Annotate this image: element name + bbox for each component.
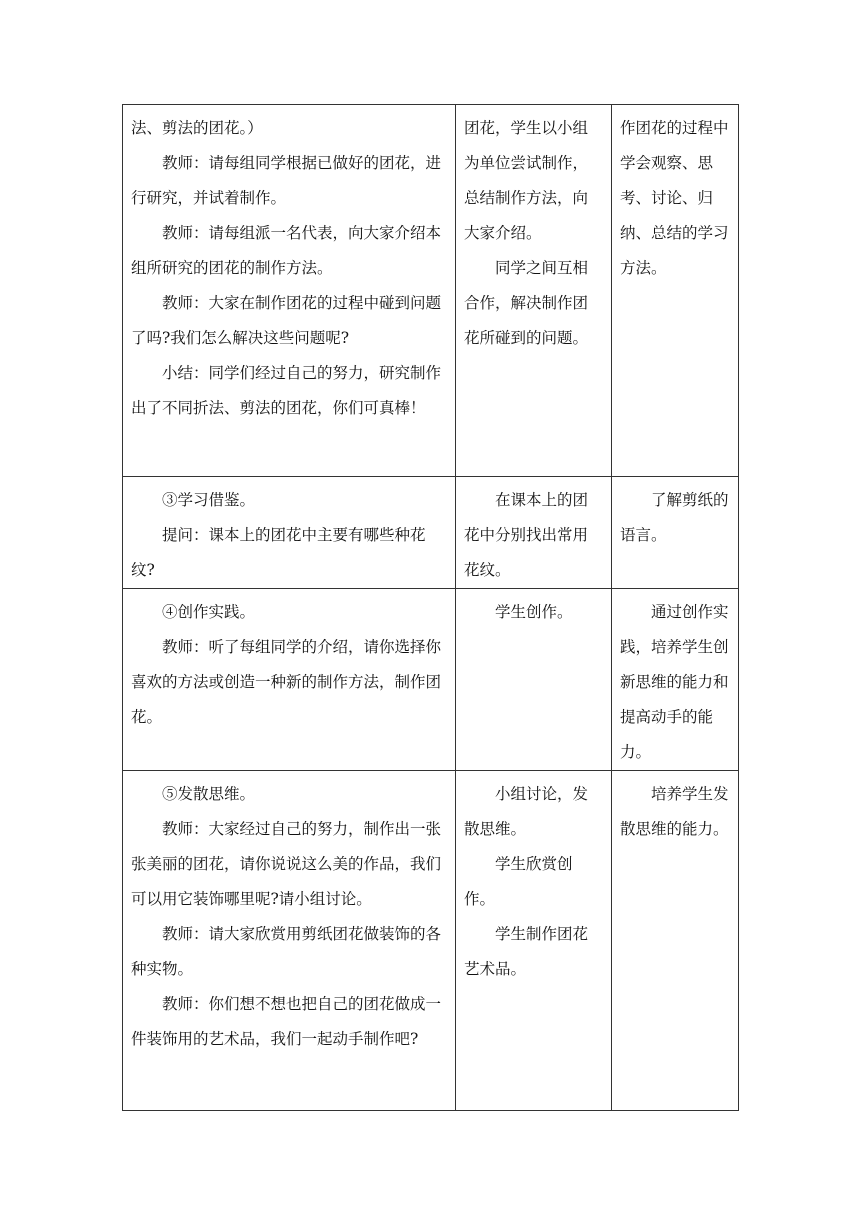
paragraph: 通过创作实践，培养学生创新思维的能力和提高动手的能力。 <box>620 603 729 761</box>
paragraph: 学生制作团花艺术品。 <box>464 925 589 978</box>
table-row <box>123 589 739 771</box>
paragraph: 在课本上的团花中分别找出常用花纹。 <box>464 491 589 579</box>
paragraph: 教师：请每组同学根据已做好的团花，进行研究，并试着制作。 <box>131 154 442 207</box>
paragraph: ⑤发散思维。 <box>162 785 256 803</box>
paragraph: 教师：大家在制作团花的过程中碰到问题了吗?我们怎么解决这些问题呢? <box>131 294 442 347</box>
paragraph: 作团花的过程中学会观察、思考、讨论、归纳、总结的学习方法。 <box>620 119 729 277</box>
teacher-activity-cell <box>123 589 456 771</box>
table-row <box>123 105 739 477</box>
design-purpose-cell <box>612 477 739 589</box>
lesson-plan-table <box>122 104 739 1111</box>
paragraph: 提问：课本上的团花中主要有哪些种花纹? <box>131 526 426 579</box>
paragraph: 了解剪纸的语言。 <box>620 491 729 544</box>
paragraph: 学生创作。 <box>495 603 573 621</box>
paragraph: 小结：同学们经过自己的努力，研究制作出了不同折法、剪法的团花，你们可真棒！ <box>131 364 442 417</box>
student-activity-cell <box>456 589 612 771</box>
student-activity-cell <box>456 105 612 477</box>
paragraph: 团花，学生以小组为单位尝试制作，总结制作方法，向大家介绍。 <box>464 119 589 242</box>
design-purpose-cell <box>612 105 739 477</box>
paragraph: ④创作实践。 <box>162 603 256 621</box>
paragraph: 教师：请大家欣赏用剪纸团花做装饰的各种实物。 <box>131 925 442 978</box>
design-purpose-cell <box>612 589 739 771</box>
teacher-activity-cell <box>123 477 456 589</box>
paragraph: 教师：听了每组同学的介绍，请你选择你喜欢的方法或创造一种新的制作方法，制作团花。 <box>131 638 442 726</box>
paragraph: 培养学生发散思维的能力。 <box>620 785 729 838</box>
table-row <box>123 771 739 1111</box>
paragraph: ③学习借鉴。 <box>162 491 256 509</box>
paragraph: 教师：大家经过自己的努力，制作出一张张美丽的团花，请你说说这么美的作品，我们可以用它装饰哪里呢?请小组讨论。 <box>131 820 442 908</box>
paragraph: 学生欣赏创作。 <box>464 855 573 908</box>
paragraph: 教师：请每组派一名代表，向大家介绍本组所研究的团花的制作方法。 <box>131 224 442 277</box>
table-row <box>123 477 739 589</box>
paragraph: 法、剪法的团花。） <box>131 119 263 137</box>
paragraph: 教师：你们想不想也把自己的团花做成一件装饰用的艺术品，我们一起动手制作吧? <box>131 995 442 1048</box>
design-purpose-cell <box>612 771 739 1111</box>
teacher-activity-cell <box>123 771 456 1111</box>
paragraph: 同学之间互相合作，解决制作团花所碰到的问题。 <box>464 259 589 347</box>
teacher-activity-cell <box>123 105 456 477</box>
student-activity-cell <box>456 477 612 589</box>
student-activity-cell <box>456 771 612 1111</box>
paragraph: 小组讨论，发散思维。 <box>464 785 589 838</box>
